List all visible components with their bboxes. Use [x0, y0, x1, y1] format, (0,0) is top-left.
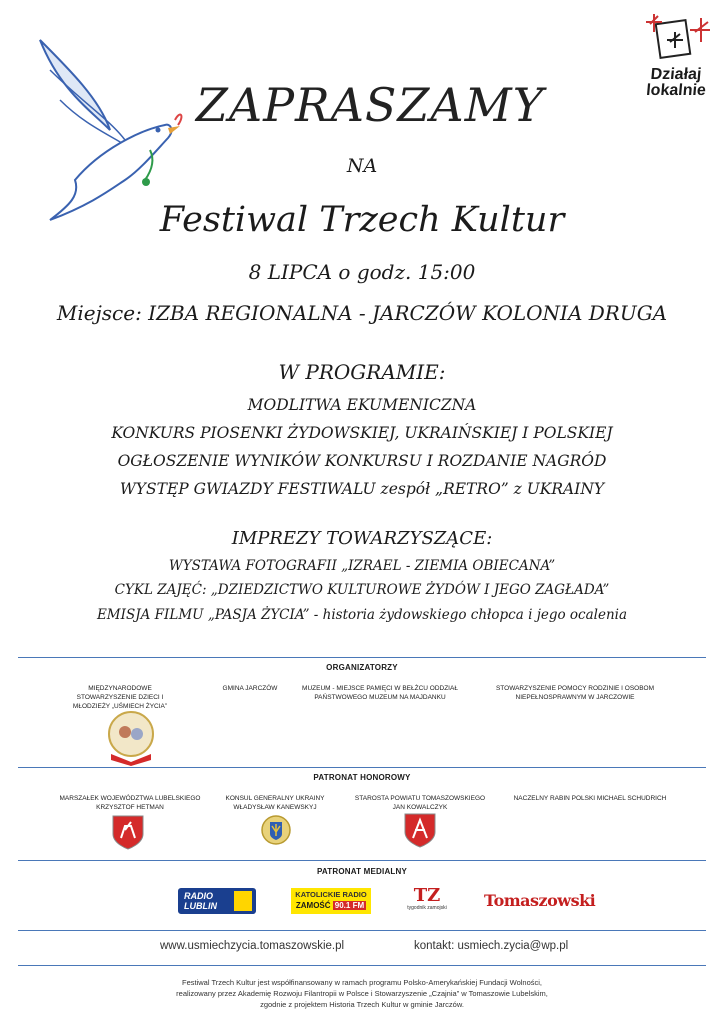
radio-lublin-logo	[178, 888, 256, 914]
katolickie-radio-logo	[291, 888, 371, 914]
program-heading: W PROGRAMIE:	[278, 360, 446, 384]
katolickie-frequency: 90.1 FM	[334, 901, 365, 910]
tz-subtitle: tygodnik zamojski	[407, 905, 447, 911]
divider	[18, 965, 706, 966]
organizer-item: MIĘDZYNARODOWE STOWARZYSZENIE DZIECI I MŁODZIEŻY „UŚMIECH ŻYCIA”	[72, 685, 168, 710]
star-doodle-icon	[640, 12, 712, 62]
organizers-label: ORGANIZATORZY	[326, 663, 398, 672]
footnote-line: realizowany przez Akademię Rozwoju Filantropii w Polsce i Stowarzyszenie „Czajnia” w Tomaszowie Lubelskim,	[176, 989, 548, 998]
divider	[18, 930, 706, 931]
radio-lublin-mark-icon	[234, 891, 252, 911]
program-item: WYSTĘP GWIAZDY FESTIWALU zespół „RETRO” z UKRAINY	[119, 480, 605, 498]
katolickie-zamosc: ZAMOŚĆ	[295, 901, 331, 910]
headline: ZAPRASZAMY	[195, 78, 545, 132]
website-link[interactable]: www.usmiechzycia.tomaszowskie.pl	[160, 940, 345, 952]
extras-heading: IMPREZY TOWARZYSZĄCE:	[231, 528, 493, 549]
dzialaj-lokalnie-logo	[640, 12, 712, 107]
extras-item: WYSTAWA FOTOGRAFII „IZRAEL - ZIEMIA OBIECANA”	[168, 558, 556, 574]
katolickie-radio-line1: KATOLICKIE RADIO	[295, 890, 367, 899]
organizer-item: MUZEUM - MIEJSCE PAMIĘCI W BEŁŻCU ODDZIAŁ PAŃSTWOWEGO MUZEUM NA MAJDANKU	[302, 685, 458, 701]
extras-item: CYKL ZAJĘĆ: „DZIEDZICTWO KULTUROWE ŻYDÓW I JEGO ZAGŁADA”	[114, 582, 610, 598]
honorary-item: KONSUL GENERALNY UKRAINY WŁADYSŁAW KANEWSKYJ	[225, 795, 325, 811]
tygodnik-zamojski-logo	[404, 887, 450, 915]
honorary-label: PATRONAT HONOROWY	[313, 773, 411, 782]
tz-text: TZ	[413, 885, 441, 906]
honorary-item: NACZELNY RABIN POLSKI MICHAEL SCHUDRICH	[513, 795, 667, 802]
usmiech-zycia-logo-icon	[105, 710, 157, 766]
divider	[18, 657, 706, 658]
funding-footnote	[0, 977, 724, 1010]
tomaszowski-logo: Tomaszowski	[484, 891, 596, 910]
festival-title: Festiwal Trzech Kultur	[159, 200, 565, 240]
footnote-line: Festiwal Trzech Kultur jest współfinansowany w ramach programu Polsko-Amerykańskiej Fundacji Wolności,	[182, 978, 542, 987]
program-item: KONKURS PIOSENKI ŻYDOWSKIEJ, UKRAIŃSKIEJ I POLSKIEJ	[111, 424, 613, 442]
logo-line-2: lokalnie	[645, 82, 707, 99]
organizer-item: GMINA JARCZÓW	[222, 685, 278, 692]
media-label: PATRONAT MEDIALNY	[316, 867, 408, 876]
program-item: OGŁOSZENIE WYNIKÓW KONKURSU I ROZDANIE NAGRÓD	[117, 452, 607, 470]
radio-lublin-text: RADIO LUBLIN	[184, 891, 217, 911]
tomaszow-county-crest-icon	[403, 812, 437, 848]
contact-email[interactable]: kontakt: usmiech.zycia@wp.pl	[414, 940, 569, 952]
event-date: 8 LIPCA o godz. 15:00	[248, 260, 476, 284]
divider	[18, 860, 706, 861]
event-place: Miejsce: IZBA REGIONALNA - JARCZÓW KOLONIA DRUGA	[56, 301, 668, 325]
honorary-item: MARSZAŁEK WOJEWÓDZTWA LUBELSKIEGO KRZYSZTOF HETMAN	[59, 795, 201, 811]
honorary-item: STAROSTA POWIATU TOMASZOWSKIEGO JAN KOWALCZYK	[354, 795, 486, 811]
divider	[18, 767, 706, 768]
katolickie-radio-line2	[291, 900, 371, 912]
lubelskie-crest-icon	[111, 814, 145, 850]
program-item: MODLITWA EKUMENICZNA	[247, 396, 477, 414]
ukraine-crest-icon	[259, 812, 293, 848]
na-text: NA	[346, 155, 378, 177]
extras-item: EMISJA FILMU „PASJA ŻYCIA” - historia żydowskiego chłopca i jego ocalenia	[96, 607, 628, 623]
logo-line-1: Działaj	[649, 66, 703, 83]
organizer-item: STOWARZYSZENIE POMOCY RODZINIE I OSOBOM NIEPEŁNOSPRAWNYM W JARCZOWIE	[495, 685, 655, 701]
footnote-line: zgodnie z projektem Historia Trzech Kultur w gminie Jarczów.	[260, 1000, 464, 1009]
